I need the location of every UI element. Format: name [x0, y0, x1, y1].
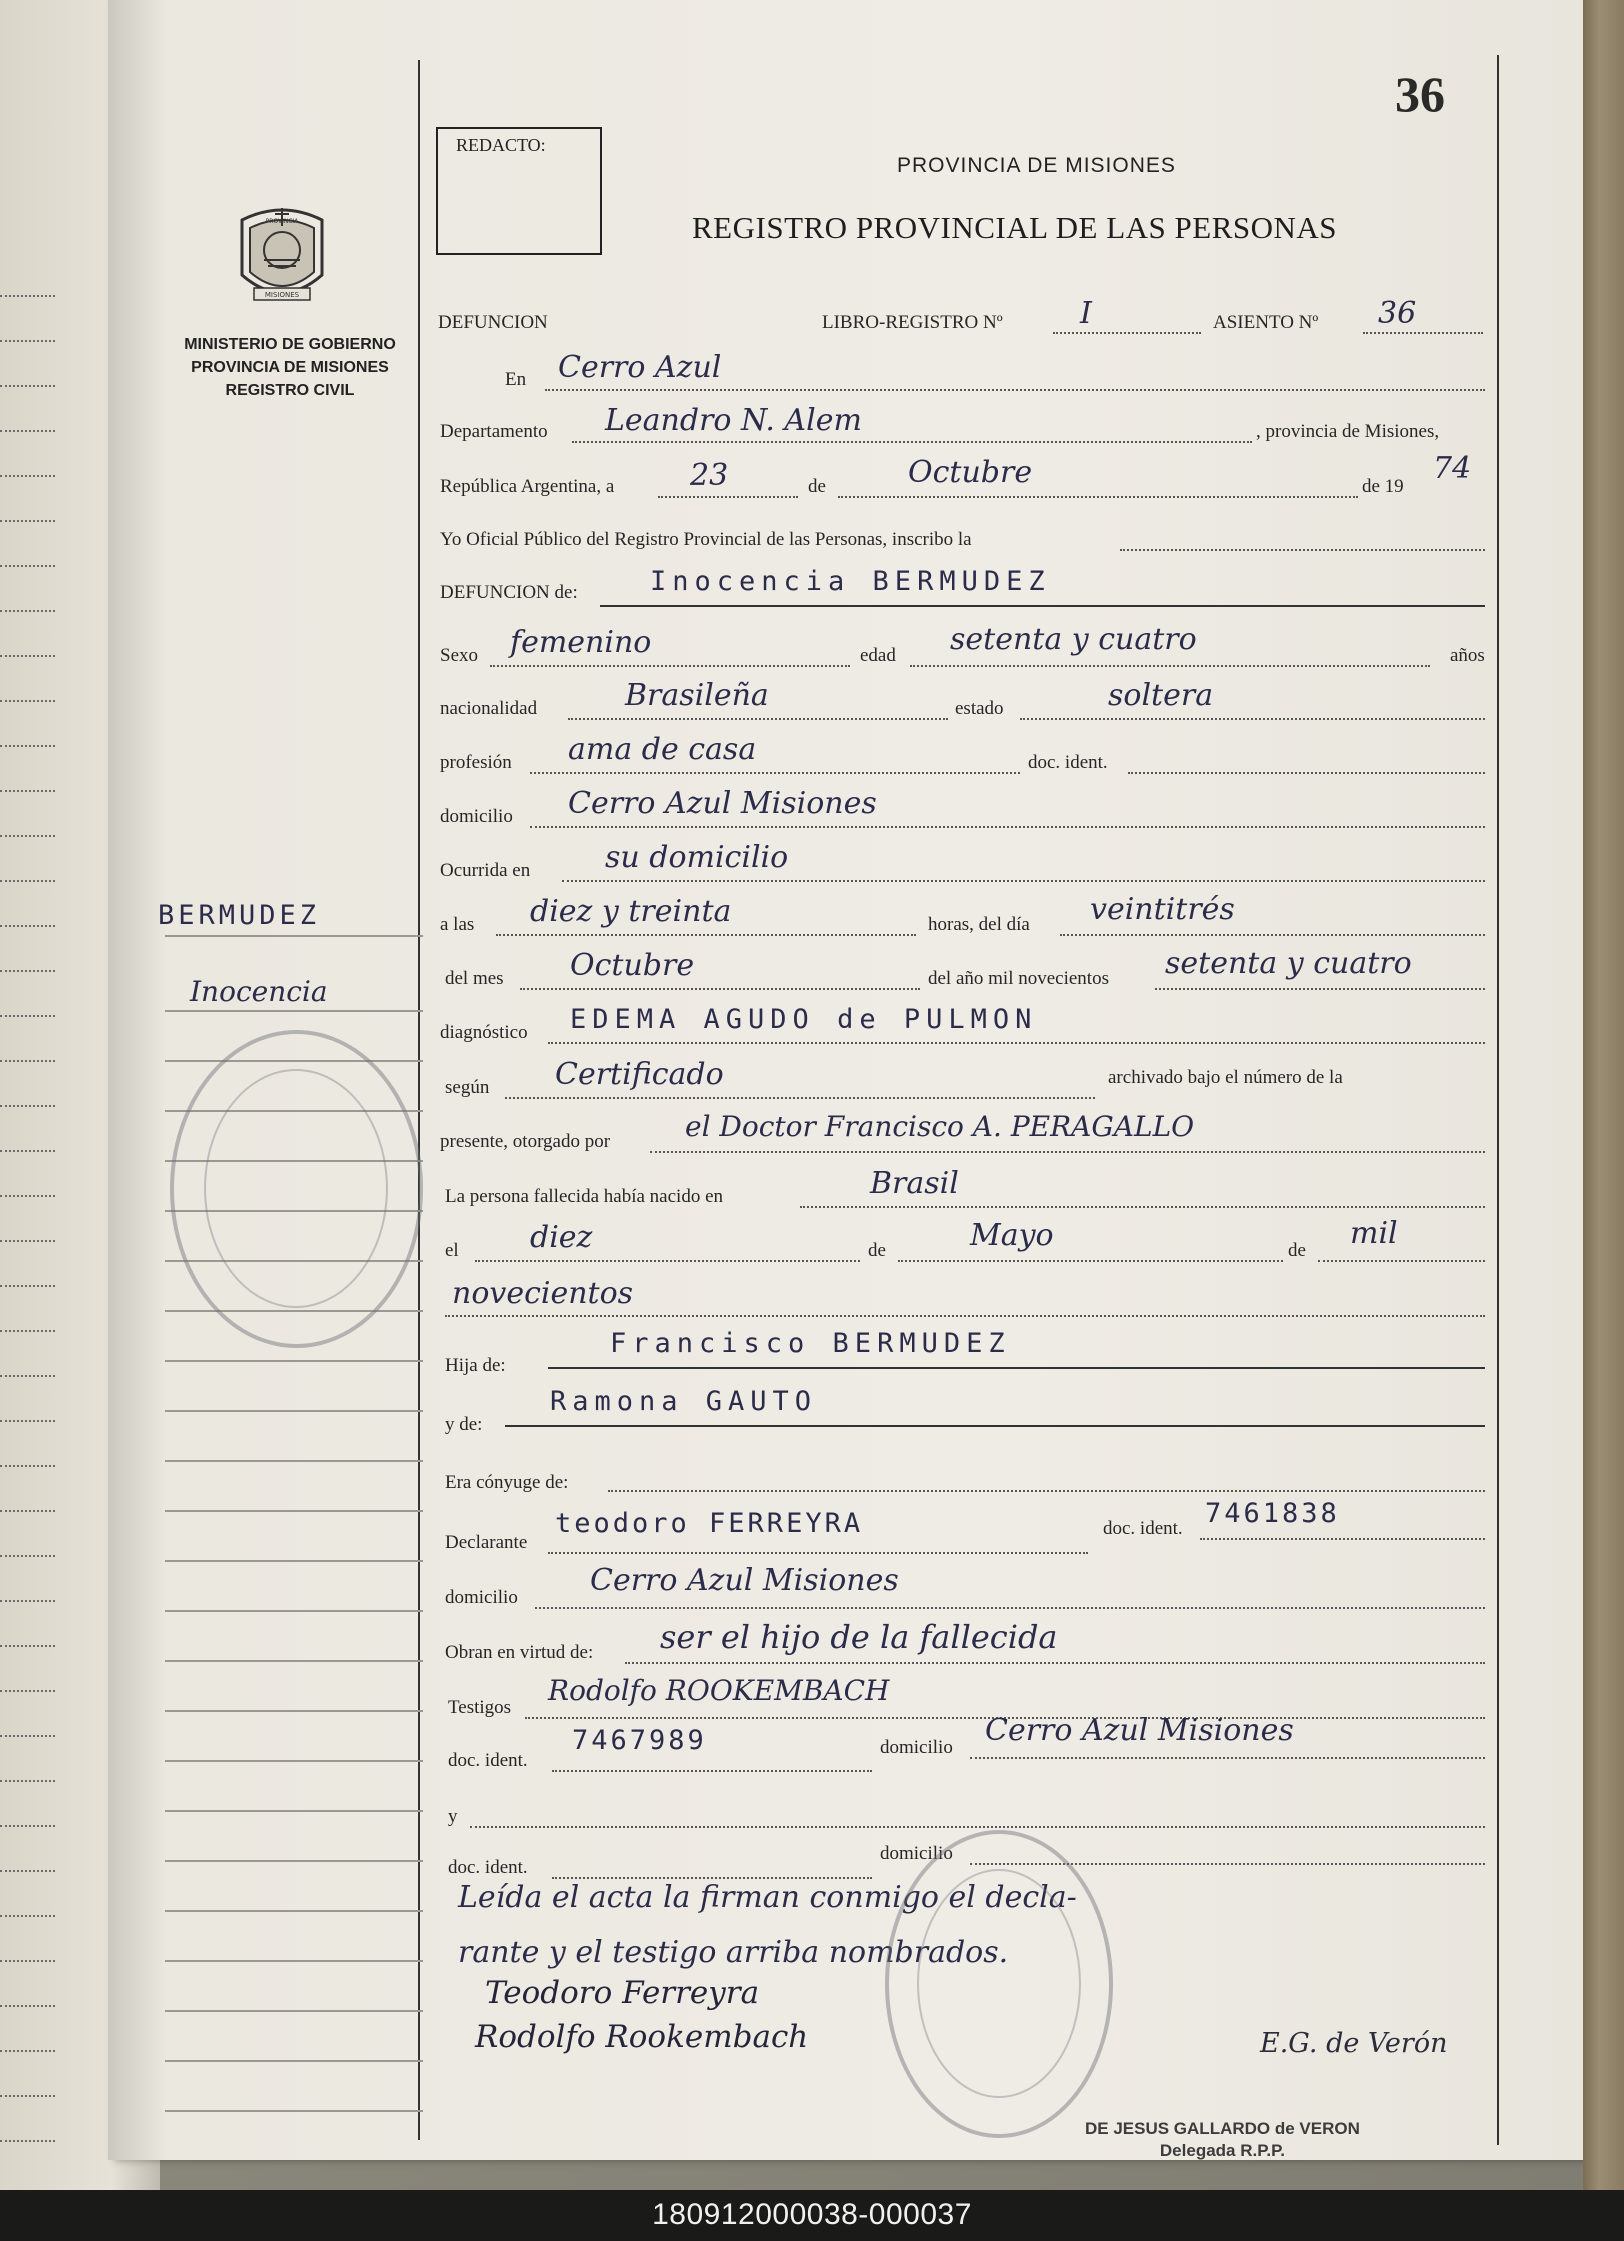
decl-doc-value: 7461838 [1205, 1498, 1340, 1529]
presente-label: presente, otorgado por [440, 1131, 611, 1152]
a-las-value: diez y treinta [530, 894, 732, 929]
delegate-block [1085, 2118, 1360, 2162]
margin-line [165, 1660, 423, 1662]
margin-line [165, 1710, 423, 1712]
a-las-line [496, 934, 916, 936]
test-dom-line [970, 1757, 1485, 1759]
ministry-line: REGISTRO CIVIL [225, 382, 355, 399]
ruled-line [0, 790, 55, 792]
nac-dia-value: diez [530, 1220, 593, 1255]
registry-title: REGISTRO PROVINCIAL DE LAS PERSONAS [692, 210, 1338, 245]
page-number: 36 [1395, 66, 1445, 122]
ruled-line [0, 1825, 55, 1827]
ruled-line [0, 1555, 55, 1557]
padre-value: Francisco BERMUDEZ [610, 1328, 1011, 1359]
witness-signature: Rodolfo Rookembach [475, 2019, 809, 2055]
ruled-line [0, 835, 55, 837]
testigos-label: Testigos [448, 1697, 512, 1718]
delegate-role: Delegada R.P.P. [1159, 2141, 1285, 2160]
ruled-line [0, 1375, 55, 1377]
ruled-line [0, 1420, 55, 1422]
obran-value: ser el hijo de la fallecida [660, 1618, 1058, 1656]
margin-line [165, 1760, 423, 1762]
archivado-label: archivado bajo el número de la [1108, 1067, 1343, 1088]
domicilio-label: domicilio [440, 806, 513, 827]
anio-label: del año mil novecientos [928, 968, 1109, 989]
right-rule [1497, 55, 1499, 2145]
ruled-line [0, 520, 55, 522]
provincia-label: , provincia de Misiones, [1256, 421, 1440, 442]
ruled-line [0, 430, 55, 432]
margin-line [165, 1610, 423, 1612]
nac-anio-value: mil [1350, 1216, 1398, 1251]
profesion-value: ama de casa [568, 732, 757, 767]
ruled-line [0, 1690, 55, 1692]
note-line: Leída el acta la firman conmigo el decla- [458, 1880, 1077, 1915]
ministry-block [165, 333, 415, 402]
asiento-label: ASIENTO Nº [1213, 312, 1319, 333]
margin-line [165, 1910, 423, 1912]
image-identifier: 180912000038-000037 [652, 2198, 972, 2231]
ruled-line [0, 745, 55, 747]
margin-line [165, 1460, 423, 1462]
republica-label: República Argentina, a [440, 476, 615, 497]
segun-label: según [445, 1077, 490, 1098]
y-de-label: y de: [445, 1414, 483, 1435]
coat-of-arms-seal [232, 200, 332, 315]
declarante-line [548, 1552, 1088, 1554]
day-line [658, 496, 798, 498]
ruled-line [0, 925, 55, 927]
ruled-line [0, 565, 55, 567]
oficial-line [1120, 549, 1485, 551]
ocurrida-value: su domicilio [605, 840, 789, 875]
nacido-label: La persona fallecida había nacido en [445, 1186, 723, 1207]
estado-label: estado [955, 698, 1004, 719]
margin-given-name: Inocencia [190, 975, 328, 1008]
test-dom-value: Cerro Azul Misiones [985, 1713, 1294, 1748]
nac-dia-line [475, 1260, 860, 1262]
ruled-line [0, 1105, 55, 1107]
dia-value: veintitrés [1090, 892, 1235, 927]
ministry-line: MINISTERIO DE GOBIERNO [184, 336, 396, 353]
nac-de-label: de [868, 1240, 886, 1261]
svg-text:MISIONES: MISIONES [264, 291, 300, 299]
mes-line [520, 988, 920, 990]
delegate-name: DE JESUS GALLARDO de VERON [1085, 2119, 1360, 2138]
obran-label: Obran en virtud de: [445, 1642, 594, 1663]
ruled-line [0, 1240, 55, 1242]
segun-line [505, 1097, 1095, 1099]
ruled-line [0, 1510, 55, 1512]
defuncion-de-label: DEFUNCION de: [440, 582, 578, 603]
ruled-line [0, 610, 55, 612]
nacido-line [800, 1206, 1485, 1208]
departamento-value: Leandro N. Alem [605, 403, 862, 438]
ruled-line [0, 1645, 55, 1647]
ruled-line [0, 1960, 55, 1962]
profesion-line [530, 772, 1020, 774]
asiento-line [1363, 332, 1483, 334]
ruled-line [0, 475, 55, 477]
footer-bar [0, 2190, 1624, 2241]
dom2-label: domicilio [880, 1843, 953, 1864]
nac-de2-label: de [1288, 1240, 1306, 1261]
ruled-line [0, 970, 55, 972]
ruled-line [0, 1915, 55, 1917]
ruled-line [0, 1465, 55, 1467]
month-value: Octubre [908, 455, 1033, 490]
nacionalidad-line [568, 718, 948, 720]
en-value: Cerro Azul [558, 350, 722, 385]
declarant-signature: Teodoro Ferreyra [485, 1975, 760, 2011]
ruled-line [0, 880, 55, 882]
ocurrida-line [562, 880, 1485, 882]
note-line: rante y el testigo arriba nombrados. [458, 1935, 1009, 1970]
margin-line [165, 1510, 423, 1512]
nac-anio-line [1318, 1260, 1485, 1262]
ruled-line [0, 2005, 55, 2007]
act-type-label: DEFUNCION [438, 312, 548, 333]
ruled-line [0, 1195, 55, 1197]
domicilio-line [530, 826, 1485, 828]
margin-line [165, 1560, 423, 1562]
margin-line [165, 1410, 423, 1412]
horas-label: horas, del día [928, 914, 1030, 935]
diagnostico-value: EDEMA AGUDO de PULMON [570, 1004, 1038, 1035]
decl-dom-line [535, 1607, 1485, 1609]
estado-line [1020, 718, 1485, 720]
defuncion-de-line [600, 605, 1485, 607]
dia-line [1060, 934, 1485, 936]
mes-value: Octubre [570, 948, 695, 983]
ruled-line [0, 340, 55, 342]
year-value: 74 [1433, 451, 1472, 486]
hijo-label: Hija de: [445, 1355, 506, 1376]
stamp-inner-ring [917, 1869, 1081, 2098]
margin-line [165, 2060, 423, 2062]
margin-line [165, 1860, 423, 1862]
ruled-line [0, 1735, 55, 1737]
official-signature: E.G. de Verón [1260, 2028, 1448, 2059]
libro-label: LIBRO-REGISTRO Nº [822, 312, 1003, 333]
sexo-value: femenino [510, 625, 652, 660]
test-doc-label: doc. ident. [448, 1750, 528, 1771]
ruled-line [0, 2140, 55, 2142]
diagnostico-label: diagnóstico [440, 1022, 528, 1043]
en-label: En [505, 369, 527, 390]
declarante-label: Declarante [445, 1532, 528, 1553]
obran-line [625, 1662, 1485, 1664]
ruled-line [0, 700, 55, 702]
declarante-value: teodoro FERREYRA [555, 1508, 864, 1539]
ruled-line [0, 655, 55, 657]
stamp-inner-ring [204, 1069, 388, 1308]
month-line [838, 496, 1358, 498]
departamento-line [572, 441, 1252, 443]
redacto-label: REDACTO: [456, 135, 546, 155]
oficial-label: Yo Oficial Público del Registro Provincial de las Personas, inscribo la [440, 529, 972, 550]
de19-label: de 19 [1362, 476, 1404, 497]
margin-line [165, 1010, 423, 1012]
ministry-line: PROVINCIA DE MISIONES [191, 359, 389, 376]
margin-line [165, 2010, 423, 2012]
estado-value: soltera [1108, 678, 1214, 713]
departamento-label: Departamento [440, 421, 548, 442]
doc2-label: doc. ident. [448, 1857, 528, 1878]
ruled-line [0, 295, 55, 297]
margin-line [165, 1810, 423, 1812]
test-doc-line [552, 1770, 872, 1772]
book-cover-edge [1583, 0, 1624, 2190]
ruled-line [0, 1015, 55, 1017]
a-las-label: a las [440, 914, 475, 935]
defuncion-de-value: Inocencia BERMUDEZ [650, 566, 1051, 597]
nac-anio-cont-line [445, 1315, 1485, 1317]
conyuge-label: Era cónyuge de: [445, 1472, 569, 1493]
presente-line [650, 1151, 1485, 1153]
edad-label: edad [860, 645, 896, 666]
ruled-line [0, 1150, 55, 1152]
margin-line [165, 1960, 423, 1962]
day-value: 23 [690, 458, 729, 493]
edad-line [910, 665, 1430, 667]
testigo-value: Rodolfo ROOKEMBACH [548, 1674, 890, 1707]
ruled-line [0, 1870, 55, 1872]
margin-rule [418, 60, 420, 2140]
test-dom-label: domicilio [880, 1737, 953, 1758]
decl-dom-value: Cerro Azul Misiones [590, 1563, 899, 1598]
ruled-line [0, 1285, 55, 1287]
sexo-line [490, 665, 850, 667]
decl-doc-label: doc. ident. [1103, 1518, 1183, 1539]
ruled-line [0, 1780, 55, 1782]
nacido-value: Brasil [870, 1166, 959, 1201]
nac-mes-line [898, 1260, 1283, 1262]
official-stamp [885, 1830, 1113, 2138]
anos-label: años [1450, 645, 1485, 666]
conyuge-line [608, 1490, 1485, 1492]
ruled-line [0, 385, 55, 387]
margin-surname: BERMUDEZ [158, 900, 321, 931]
margin-line [165, 1360, 423, 1362]
nac-mes-value: Mayo [970, 1218, 1054, 1253]
en-line [545, 389, 1485, 391]
y-line [470, 1826, 1485, 1828]
decl-doc-line [1200, 1538, 1485, 1540]
margin-line [165, 2110, 423, 2112]
madre-value: Ramona GAUTO [550, 1386, 818, 1417]
domicilio-value: Cerro Azul Misiones [568, 786, 877, 821]
madre-line [505, 1425, 1485, 1427]
sexo-label: Sexo [440, 645, 478, 666]
y-label: y [448, 1806, 458, 1827]
de-label: de [808, 476, 826, 497]
ruled-line [0, 1600, 55, 1602]
redacto-box [436, 127, 602, 255]
ruled-line [0, 2050, 55, 2052]
nacionalidad-value: Brasileña [625, 678, 769, 713]
libro-line [1053, 332, 1201, 334]
asiento-value: 36 [1378, 296, 1417, 331]
doc-ident-line [1128, 772, 1485, 774]
ruled-line [0, 2095, 55, 2097]
doc-ident-label: doc. ident. [1028, 752, 1108, 773]
presente-value: el Doctor Francisco A. PERAGALLO [685, 1110, 1195, 1143]
el-label: el [445, 1240, 459, 1261]
province-header: PROVINCIA DE MISIONES [897, 154, 1176, 177]
signatures [455, 1975, 808, 2055]
padre-line [548, 1367, 1485, 1369]
svg-text:PROVINCIA: PROVINCIA [265, 218, 299, 225]
edad-value: setenta y cuatro [950, 622, 1197, 657]
registry-stamp [170, 1030, 423, 1348]
del-mes-label: del mes [445, 968, 504, 989]
profesion-label: profesión [440, 752, 512, 773]
anio-value: setenta y cuatro [1165, 946, 1412, 981]
decl-dom-label: domicilio [445, 1587, 518, 1608]
ruled-line [0, 1330, 55, 1332]
ruled-line [0, 1060, 55, 1062]
anio-line [1155, 988, 1485, 990]
test-doc-value: 7467989 [572, 1725, 707, 1756]
diagnostico-line [548, 1042, 1485, 1044]
ocurrida-label: Ocurrida en [440, 860, 531, 881]
margin-line [165, 935, 423, 937]
nacionalidad-label: nacionalidad [440, 698, 538, 719]
segun-value: Certificado [555, 1057, 724, 1092]
libro-value: I [1080, 296, 1092, 331]
nac-anio-cont: novecientos [452, 1276, 634, 1311]
